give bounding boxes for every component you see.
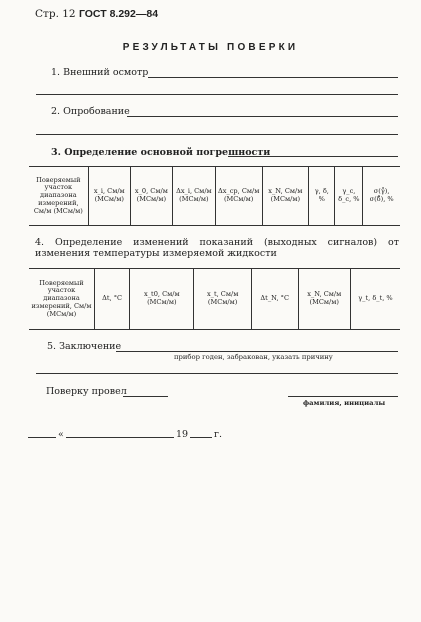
date-suffix: г.	[214, 429, 222, 440]
fill-line	[36, 134, 398, 135]
col-dxi: Δx_i, См/м (МСм/м)	[172, 167, 215, 226]
col-xn: x_N, См/м (МСм/м)	[298, 269, 350, 330]
col-xi: x_i, См/м (МСм/м)	[88, 167, 130, 226]
section-basic-error: 3. Определение основной погрешности	[51, 147, 271, 158]
col-dt: Δt, °С	[94, 269, 129, 330]
section-conclusion: 5. Заключение	[47, 341, 122, 352]
verifier-caption: фамилия, инициалы	[303, 399, 386, 407]
fill-line	[36, 94, 398, 95]
fill-line	[28, 437, 56, 438]
section-testing: 2. Опробование	[51, 106, 130, 117]
basic-error-table	[29, 166, 400, 226]
fill-line	[148, 77, 398, 78]
fill-line	[190, 437, 212, 438]
fill-line	[116, 351, 398, 352]
date-quote: «	[58, 429, 64, 440]
col-dxcp: Δx_ср, См/м (МСм/м)	[215, 167, 262, 226]
temperature-change-table	[29, 268, 400, 330]
col-sigma: σ(γ̊), σ(δ̊), %	[363, 167, 400, 226]
col-dtn: Δt_N, °С	[251, 269, 298, 330]
col-gamma-t: γ_t, δ_t, %	[350, 269, 400, 330]
col-range: Поверяемый участок диапазона измерений, См/м (МСм/м)	[29, 167, 88, 226]
page-title: РЕЗУЛЬТАТЫ ПОВЕРКИ	[122, 42, 299, 53]
fill-line	[123, 396, 168, 397]
fill-line	[66, 437, 174, 438]
page-number: Стр. 12	[35, 8, 76, 20]
col-xn: x_N, См/м (МСм/м)	[262, 167, 309, 226]
page-header	[35, 8, 158, 20]
col-gamma-c: γ_с, δ_с, %	[335, 167, 363, 226]
col-gamma: γ, δ, %	[309, 167, 335, 226]
fill-line	[127, 116, 398, 117]
date-century: 19	[176, 429, 189, 440]
fill-line	[36, 373, 398, 374]
conclusion-caption: прибор годен, забракован, указать причину	[174, 353, 333, 361]
col-range: Поверяемый участок диапазона измерений, См/м (МСм/м)	[29, 269, 94, 330]
fill-line	[228, 156, 398, 157]
standard-code: ГОСТ 8.292—84	[78, 8, 159, 20]
col-xt: x_t, См/м (МСм/м)	[194, 269, 251, 330]
fill-line	[288, 396, 398, 397]
col-xt0: x_t0, См/м (МСм/м)	[130, 269, 194, 330]
section-external-inspection: 1. Внешний осмотр	[51, 67, 149, 78]
col-x0: x_0, См/м (МСм/м)	[130, 167, 172, 226]
verifier-label: Поверку провел	[46, 386, 127, 397]
section-temperature-change: 4. Определение изменений показаний (выходных сигналов) от изменения температуры измеряемой жидкости	[35, 237, 399, 259]
